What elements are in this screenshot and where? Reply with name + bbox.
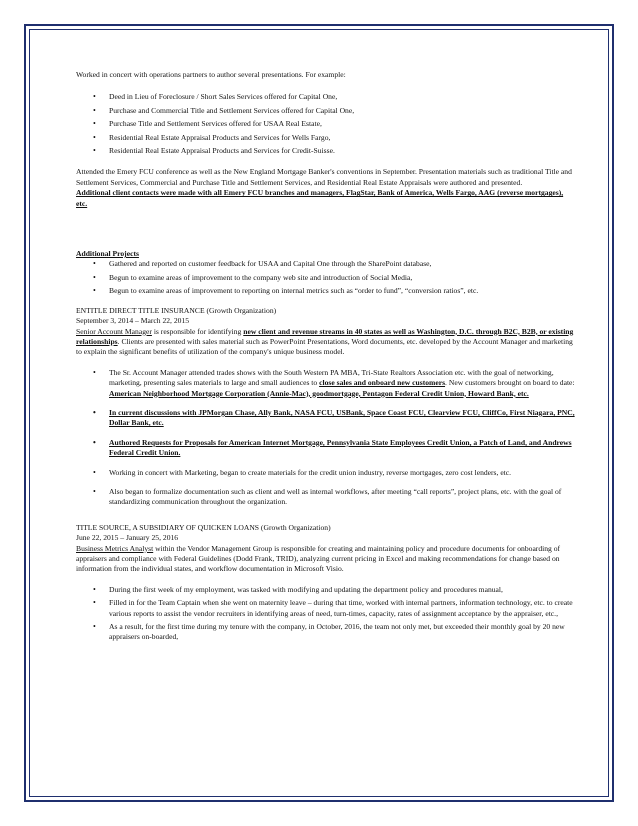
titlesource-dates: June 22, 2015 – January 25, 2016: [76, 533, 179, 543]
titlesource-list: [76, 585, 576, 643]
client-contacts-paragraph: Additional client contacts were made with all Emery FCU branches and managers, FlagStar, Bank of America, Wells Fargo, AAG (reverse mortgages), etc.: [76, 188, 564, 208]
list-item: • Filled in for the Team Captain when she went on maternity leave – during that time, worked with internal partners, information technology, etc. to create various reports to assist the vendor recruiters in identifying areas of need, turn-times, capacity, rates of assignment acceptance by the appraiser, etc.,: [76, 598, 576, 619]
titlesource-company: TITLE SOURCE, A SUBSIDIARY OF QUICKEN LOANS (Growth Organization): [76, 522, 331, 532]
list-item: • In current discussions with JPMorgan Chase, Ally Bank, NASA FCU, USBank, Space Coast FCU, Clearview FCU, CliffCo, First Niagara, PNC, Dollar Bank, etc.: [76, 408, 576, 429]
list-item: [76, 368, 576, 399]
list-item: • Purchase Title and Settlement Services offered for USAA Real Estate,: [76, 119, 576, 129]
entitle-dates: September 3, 2014 – March 22, 2015: [76, 316, 190, 326]
list-item: • Residential Real Estate Appraisal Products and Services for Wells Fargo,: [76, 133, 576, 143]
titlesource-description: [76, 544, 576, 575]
entitle-company: ENTITLE DIRECT TITLE INSURANCE (Growth Organization): [76, 305, 277, 315]
entitle-b1-highlight-2: American Neighborhood Mortgage Corporation (Annie-Mac), goodmortgage, Pentagon Federal Credit Union, Howard Bank, etc.: [109, 388, 529, 398]
list-item: • Also began to formalize documentation such as client and well as internal workflows, after meeting “call reports”, project plans, etc. with the goal of standardizing communication throughout the organization.: [76, 487, 576, 508]
conference-paragraph: Attended the Emery FCU conference as well as the New England Mortgage Banker's conventions in September. Presentation materials such as traditional Title and Settlement Services, Commercial and Purchase Title and Settlement Services, and Residential Real Estate Appraisals were authored and presented.: [76, 167, 572, 187]
entitle-description: [76, 327, 576, 358]
additional-projects-list: [76, 259, 576, 296]
entitle-list: [76, 368, 576, 508]
entitle-b1-text-2: . New customers brought on board to date:: [445, 378, 575, 388]
list-item: • Deed in Lieu of Foreclosure / Short Sales Services offered for Capital One,: [76, 92, 576, 102]
entitle-b1-highlight: close sales and onboard new customers: [319, 378, 446, 388]
additional-projects-heading: Additional Projects: [76, 249, 139, 259]
entitle-role: Senior Account Manager: [76, 326, 152, 336]
list-item: • Working in concert with Marketing, began to create materials for the credit union industry, reverse mortgages, zero cost lenders, etc.: [76, 468, 576, 478]
list-item: • Authored Requests for Proposals for American Internet Mortgage, Pennsylvania State Employees Credit Union, a Patch of Land, and Andrews Federal Credit Union.: [76, 438, 576, 459]
list-item: • Begun to examine areas of improvement to the company web site and introduction of Social Media,: [76, 273, 576, 283]
resume-page-content: [76, 70, 576, 646]
list-item: • During the first week of my employment, was tasked with modifying and updating the department policy and procedures manual,: [76, 585, 576, 595]
presentations-intro: Worked in concert with operations partners to author several presentations. For example:: [76, 70, 346, 79]
list-item: • Residential Real Estate Appraisal Products and Services for Credit-Suisse.: [76, 146, 576, 156]
list-item: • Gathered and reported on customer feedback for USAA and Capital One through the SharePoint database,: [76, 259, 576, 269]
entitle-b1-text: The Sr. Account Manager attended trades shows with the South Western PA MBA, Tri-State Realtors Association etc. with the goal of networking, marketing, presenting sales materials to large and small audiences to: [109, 367, 554, 388]
entitle-desc-highlight: new client and revenue streams in 40 states as well as Washington, D.C. through B2C, B2B, or existing relationships: [76, 326, 574, 346]
list-item: • As a result, for the first time during my tenure with the company, in October, 2016, the team not only met, but exceeded their monthly goal by 20 new appraisers on-boarded,: [76, 622, 576, 643]
titlesource-role: Business Metrics Analyst: [76, 543, 154, 553]
entitle-desc-text-2: . Clients are presented with sales material such as PowerPoint Presentations, Word documents, etc. developed by the Account Manager and marketing to explain the significant benefits of utilization of the company's unique business model.: [76, 336, 573, 357]
presentations-list: [76, 92, 576, 156]
entitle-desc-text: is responsible for identifying: [151, 326, 244, 336]
list-item: • Purchase and Commercial Title and Settlement Services offered for Capital One,: [76, 106, 576, 116]
list-item: • Begun to examine areas of improvement to reporting on internal metrics such as “order to fund”, “conversion ratios”, etc.: [76, 286, 576, 296]
titlesource-desc-text: within the Vendor Management Group is responsible for creating and maintaining policy and procedure documents for onboarding of appraisers and compliance with Federal Guidelines (Dodd Frank, TRID), analyzing current pricing in Excel and making recommendations for change based on information from the individual states, and workflow documentation in Microsoft Visio.: [76, 543, 561, 574]
